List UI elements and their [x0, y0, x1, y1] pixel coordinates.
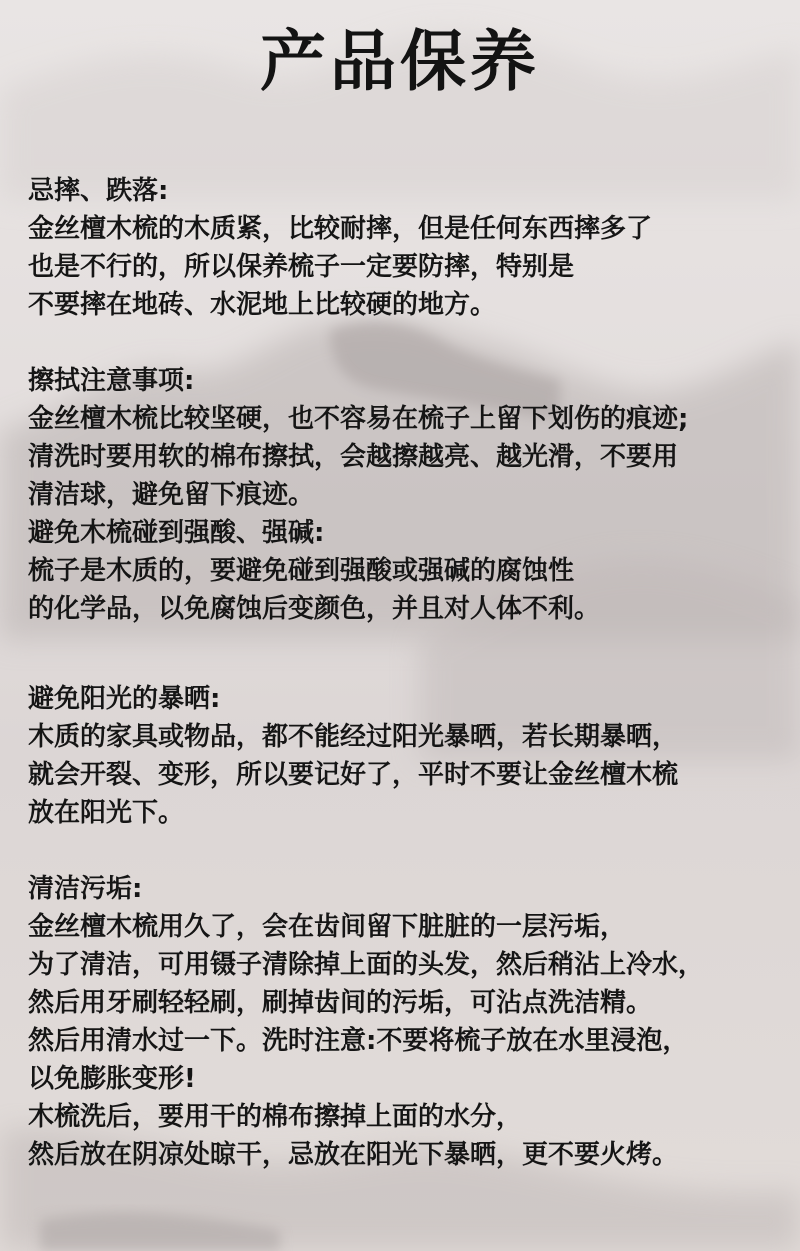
- section-line: 放在阳光下。: [28, 798, 185, 828]
- section-sunlight: [28, 680, 788, 832]
- section-line: 金丝檀木梳比较坚硬，也不容易在梳子上留下划伤的痕迹;: [28, 404, 689, 434]
- section-line: 金丝檀木梳用久了，会在齿间留下脏脏的一层污垢，: [28, 912, 627, 942]
- section-wiping: [28, 362, 788, 514]
- care-content: [28, 172, 788, 1174]
- section-line: 以免膨胀变形!: [28, 1064, 196, 1094]
- section-acid-alkali: [28, 514, 788, 628]
- page-title: 产品保养: [260, 23, 540, 100]
- section-cleaning: [28, 870, 788, 1174]
- section-line: 也是不行的，所以保养梳子一定要防摔，特别是: [28, 252, 575, 282]
- section-line: 金丝檀木梳的木质紧，比较耐摔，但是任何东西摔多了: [28, 214, 653, 244]
- section-gap: [28, 628, 788, 680]
- section-heading: 擦拭注意事项:: [28, 366, 195, 396]
- section-heading: 清洁污垢:: [28, 874, 143, 904]
- section-heading: 避免木梳碰到强酸、强碱:: [28, 518, 325, 548]
- section-line: 木质的家具或物品，都不能经过阳光暴晒，若长期暴晒，: [28, 722, 679, 752]
- section-gap: [28, 832, 788, 870]
- section-line: 的化学品，以免腐蚀后变颜色，并且对人体不利。: [28, 594, 601, 624]
- section-line: 然后用牙刷轻轻刷，刷掉齿间的污垢，可沾点洗洁精。: [28, 988, 653, 1018]
- section-avoid-dropping: [28, 172, 788, 324]
- section-line: 不要摔在地砖、水泥地上比较硬的地方。: [28, 290, 497, 320]
- section-line: 清洗时要用软的棉布擦拭，会越擦越亮、越光滑，不要用: [28, 442, 679, 472]
- section-line: 为了清洁，可用镊子清除掉上面的头发，然后稍沾上冷水，: [28, 950, 705, 980]
- section-line: 然后放在阴凉处晾干，忌放在阳光下暴晒，更不要火烤。: [28, 1140, 679, 1170]
- section-heading: 忌摔、跌落:: [28, 176, 169, 206]
- section-heading: 避免阳光的暴晒:: [28, 684, 221, 714]
- section-line: 就会开裂、变形，所以要记好了，平时不要让金丝檀木梳: [28, 760, 679, 790]
- section-line: 梳子是木质的，要避免碰到强酸或强碱的腐蚀性: [28, 556, 575, 586]
- section-line: 清洁球，避免留下痕迹。: [28, 480, 315, 510]
- section-line: 然后用清水过一下。洗时注意:不要将梳子放在水里浸泡，: [28, 1026, 689, 1056]
- section-line: 木梳洗后，要用干的棉布擦掉上面的水分，: [28, 1102, 523, 1132]
- section-gap: [28, 324, 788, 362]
